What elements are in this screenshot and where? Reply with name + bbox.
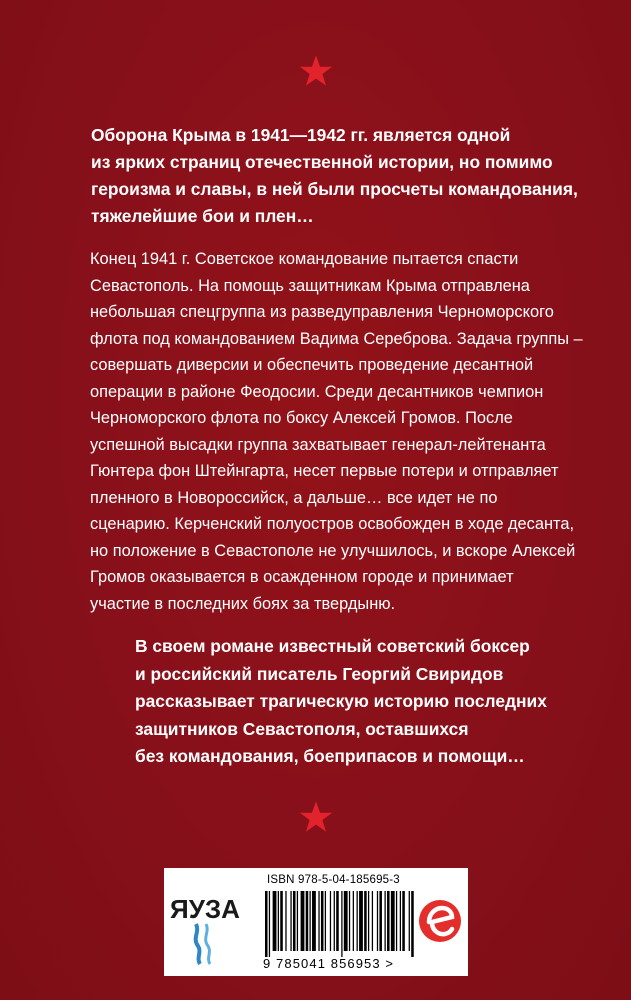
- barcode-bar: [341, 891, 342, 957]
- yauza-publisher-logo: [170, 880, 240, 964]
- body-line: операции в районе Феодосии. Среди десантников чемпион: [90, 382, 544, 401]
- lead-line: из ярких страниц отечественной истории, но помимо: [91, 152, 553, 172]
- barcode-bar: [273, 891, 277, 951]
- barcode-bar: [409, 891, 410, 951]
- body-line: Громов оказывается в осажденном городе и принимает: [90, 568, 514, 586]
- barcode-bar: [336, 891, 339, 951]
- body-line: Черноморского флота по боксу Алексей Громов. После: [90, 409, 513, 427]
- body-line: Севастополь. На помощь защитникам Крыма отправлена: [90, 276, 530, 295]
- barcode-bar: [387, 891, 390, 951]
- isbn-label: ISBN 978-5-04-185695-3: [267, 874, 400, 886]
- barcode-bar: [334, 891, 335, 951]
- barcode-bar: [357, 891, 358, 951]
- lead-paragraph: [91, 122, 591, 230]
- barcode-bar: [379, 891, 382, 951]
- barcode-bar: [400, 891, 401, 951]
- closing-paragraph: [135, 633, 615, 771]
- yauza-logo-text: ЯУЗА: [170, 894, 240, 924]
- barcode-bar: [265, 891, 268, 957]
- bottom-star-icon: [299, 800, 333, 834]
- lead-line: героизма и славы, в ней были просчеты командования,: [91, 179, 578, 199]
- barcode-bar: [290, 891, 291, 951]
- body-paragraph: [90, 246, 610, 617]
- barcode-bar: [321, 891, 324, 951]
- barcode-bar: [269, 891, 270, 957]
- barcode-graphic: [265, 891, 415, 957]
- barcode-bar: [349, 891, 350, 951]
- closing-line: и российский писатель Георгий Свиридов: [135, 663, 504, 684]
- barcode-bar: [330, 891, 331, 951]
- lead-line: Оборона Крыма в 1941—1942 гг. является одной: [91, 125, 511, 145]
- barcode-bar: [297, 891, 298, 951]
- body-line: Конец 1941 г. Советское командование пытается спасти: [90, 250, 519, 268]
- body-line: но положение в Севастополе не улучшилось, и вскоре Алексей: [90, 541, 576, 560]
- top-star-icon: [299, 54, 333, 88]
- eksmo-logo-icon: [417, 898, 463, 944]
- barcode-bar: [402, 891, 405, 951]
- closing-line: В своем романе известный советский боксер: [135, 636, 530, 656]
- barcode-bar: [344, 891, 348, 951]
- barcode-bar: [293, 891, 296, 951]
- barcode-bar: [309, 891, 310, 951]
- ean-digits: 9 785041 856953 >: [263, 956, 395, 971]
- body-line: сценарию. Керченский полуостров освобожден в ходе десанта,: [90, 515, 575, 533]
- barcode-block: [263, 871, 418, 973]
- barcode-bar: [391, 891, 395, 951]
- closing-line: рассказывает трагическую историю последних: [135, 691, 547, 711]
- closing-line: без командования, боеприпасов и помощи…: [135, 746, 525, 766]
- barcode-bar: [353, 891, 354, 951]
- barcode-bar: [364, 891, 367, 951]
- closing-line: защитников Севастополя, оставшихся: [135, 718, 469, 739]
- barcode-bar: [280, 891, 283, 951]
- barcode-bar: [359, 891, 363, 951]
- barcode-bar: [285, 891, 286, 951]
- barcode-bar: [377, 891, 378, 951]
- barcode-bar: [411, 891, 414, 957]
- body-line: пленного в Новороссийск, а дальше… все идет не по: [90, 488, 498, 507]
- barcode-bar: [301, 891, 305, 951]
- body-line: Гюнтера фон Штейнгарта, несет первые потери и отправляет: [90, 462, 559, 480]
- body-line: совершать диверсии и обеспечить проведение десантной: [90, 356, 534, 374]
- barcode-bar: [318, 891, 319, 951]
- barcode-bar: [306, 891, 309, 951]
- barcode-bar: [368, 891, 369, 951]
- barcode-bar: [312, 891, 316, 951]
- body-line: участие в последних боях за твердыню.: [90, 594, 396, 613]
- body-line: небольшая спецгруппа из разведуправления Черноморского: [90, 303, 554, 321]
- barcode-bar: [325, 891, 326, 951]
- barcode-bar: [396, 891, 397, 951]
- barcode-bar: [372, 891, 373, 951]
- barcode-bar: [384, 891, 385, 951]
- lead-line: тяжелейшие бои и плен…: [91, 206, 314, 226]
- publisher-barcode-panel: [164, 868, 468, 976]
- body-line: флота под командованием Вадима Сереброва. Задача группы –: [90, 329, 583, 348]
- barcode-bar: [278, 891, 279, 951]
- body-line: успешной высадки группа захватывает генерал-лейтенанта: [90, 435, 546, 454]
